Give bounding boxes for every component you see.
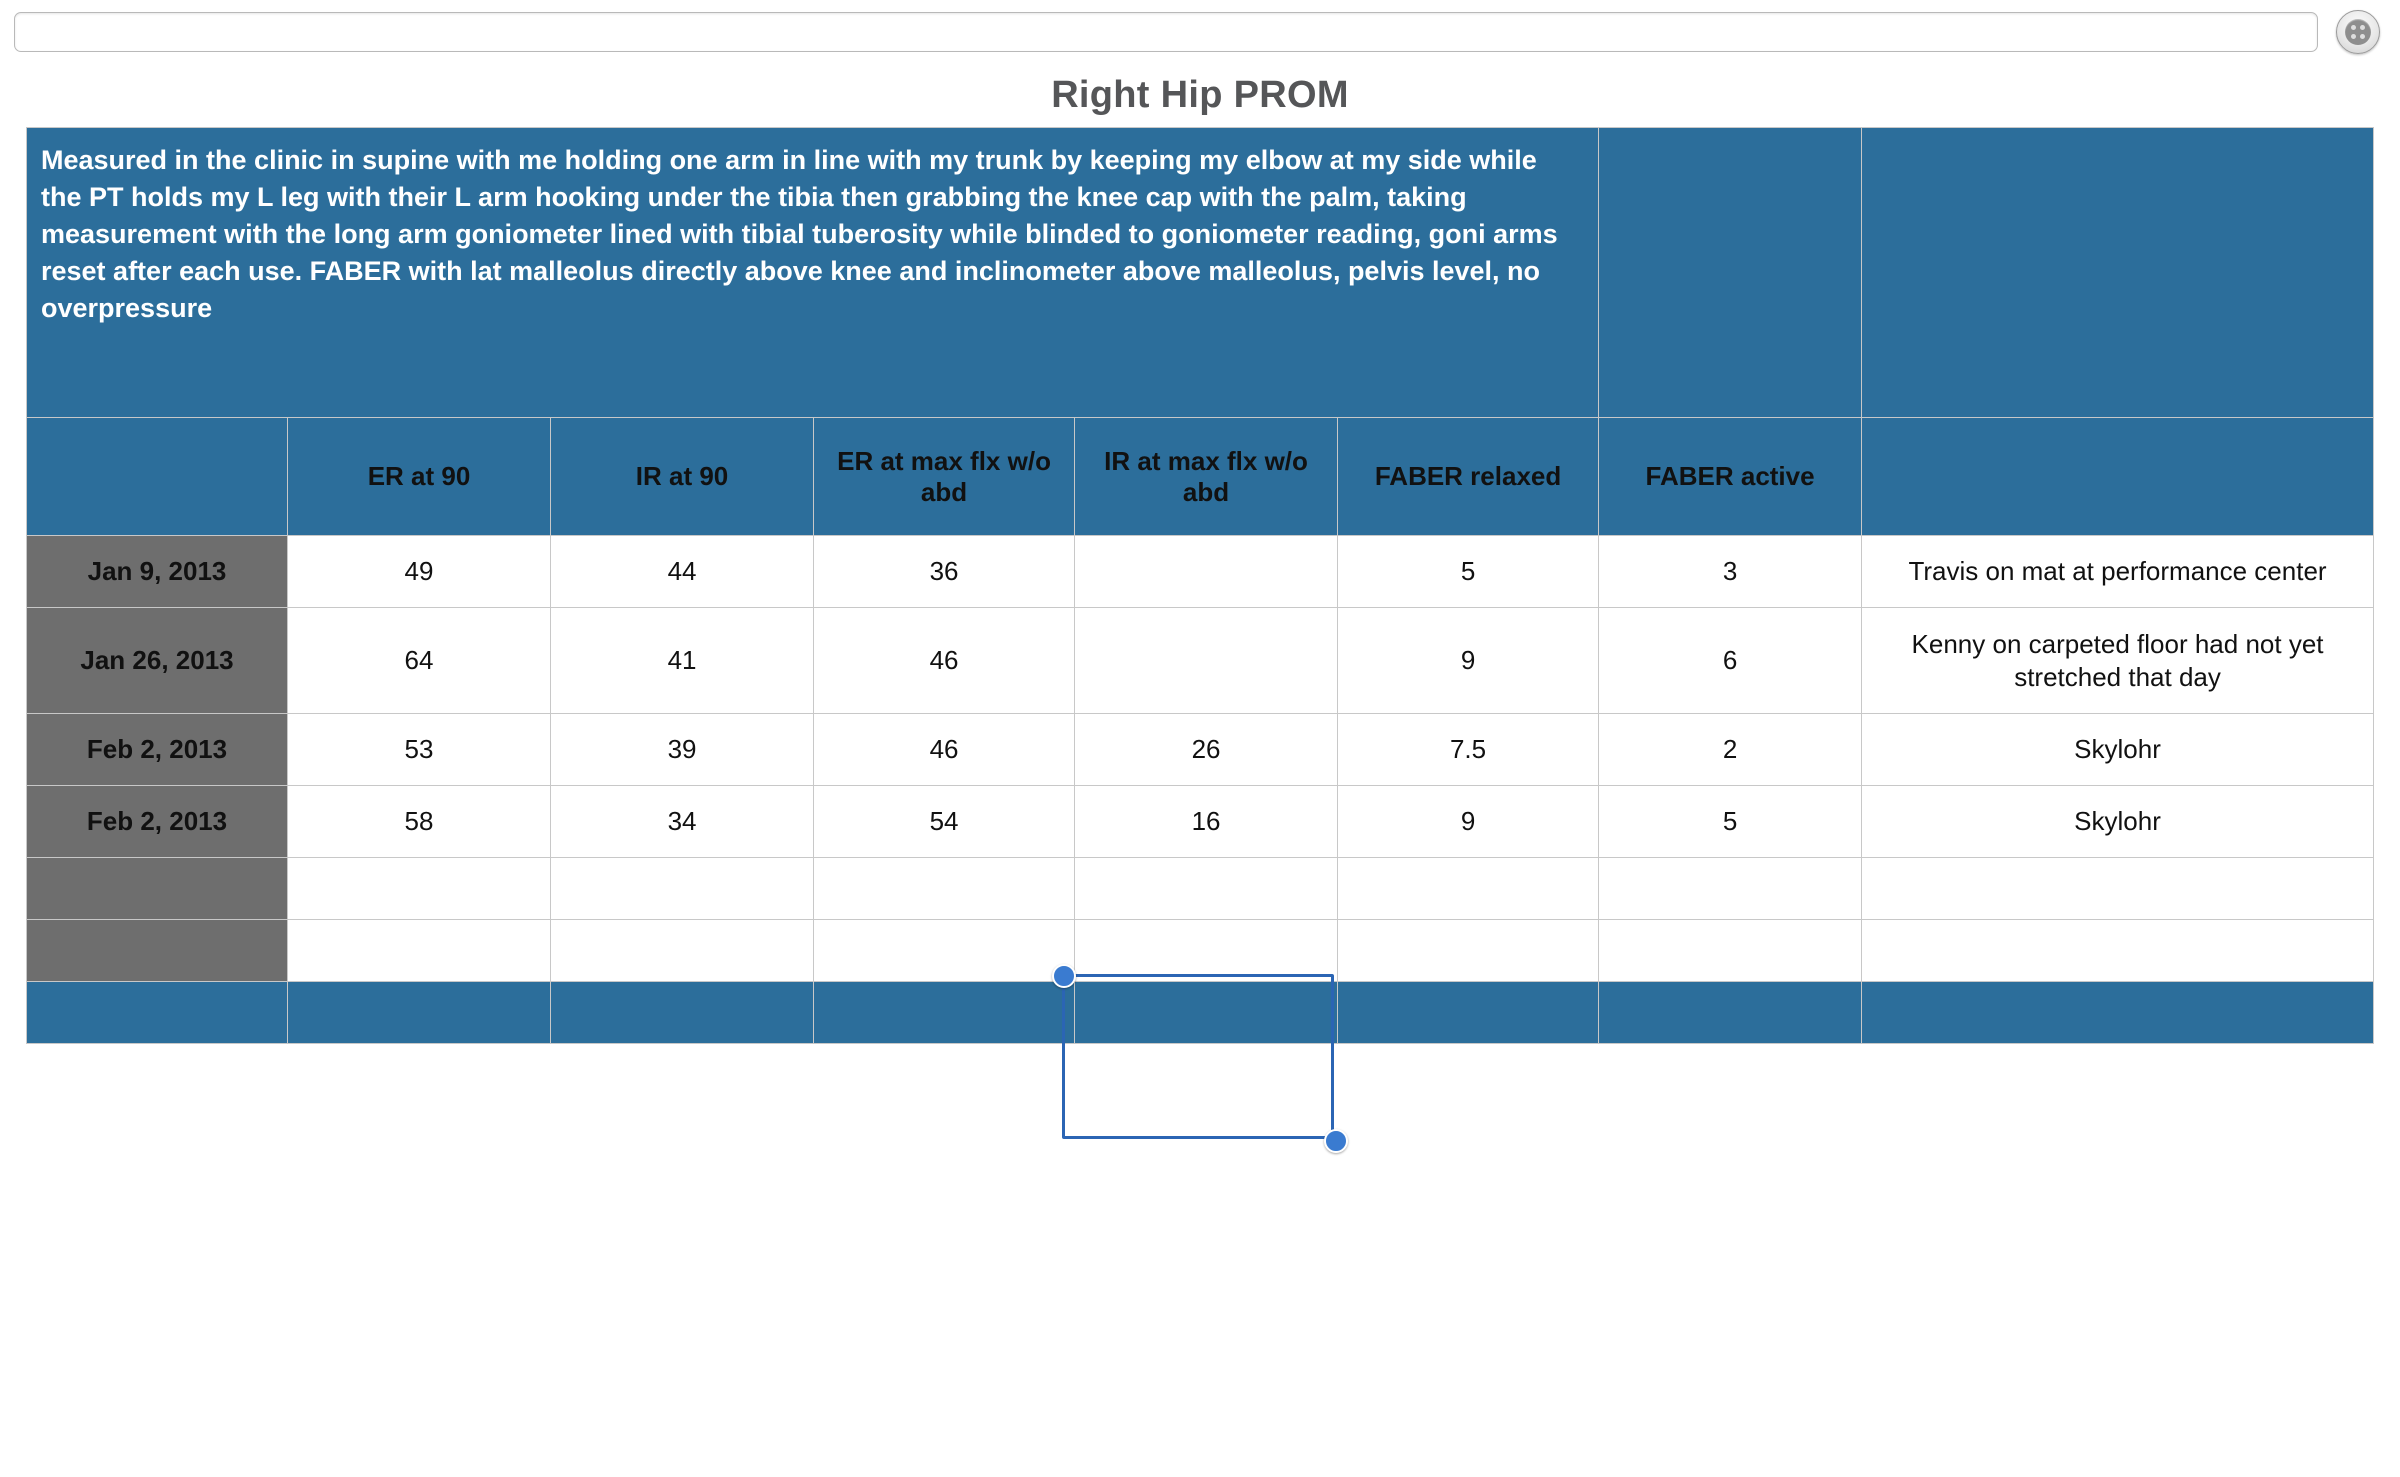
page-title: Right Hip PROM — [1051, 74, 1349, 116]
footer-cell[interactable] — [1862, 982, 2374, 1044]
row-header-date[interactable]: Feb 2, 2013 — [27, 714, 288, 786]
table-row — [27, 714, 2374, 786]
footer-cell[interactable] — [288, 982, 551, 1044]
footer-cell[interactable] — [814, 982, 1075, 1044]
table-row — [27, 858, 2374, 920]
cell-faber-active[interactable]: 2 — [1599, 714, 1862, 786]
cell-faber-active[interactable]: 6 — [1599, 608, 1862, 714]
row-header-date[interactable]: Jan 9, 2013 — [27, 536, 288, 608]
footer-cell[interactable] — [27, 982, 288, 1044]
selection-handle-bottom-right[interactable] — [1324, 1129, 1348, 1153]
note-row-spacer-2[interactable] — [1862, 128, 2374, 418]
cell-faber-active[interactable] — [1599, 920, 1862, 982]
cell-faber-active[interactable]: 3 — [1599, 536, 1862, 608]
cell-er-max[interactable]: 46 — [814, 714, 1075, 786]
cell-note[interactable]: Skylohr — [1862, 786, 2374, 858]
cell-ir-max[interactable]: 16 — [1075, 786, 1338, 858]
cell-faber-relaxed[interactable]: 5 — [1338, 536, 1599, 608]
measurement-note[interactable]: Measured in the clinic in supine with me holding one arm in line with my trunk by keeping my elbow at my side while the PT holds my L leg with their L arm hooking under the tibia then grabbing the knee cap with the palm, taking measurement with the long arm goniometer lined with tibial tuberosity while blinded to goniometer reading, goni arms reset after each use. FABER with lat malleolus directly above knee and inclinometer above malleolus, pelvis level, no overpressure — [27, 128, 1599, 418]
cell-ir90[interactable] — [551, 858, 814, 920]
cell-er-max[interactable]: 46 — [814, 608, 1075, 714]
column-header-er-at-max-flx[interactable]: ER at max flx w/o abd — [814, 418, 1075, 536]
table-row — [27, 920, 2374, 982]
footer-cell[interactable] — [1075, 982, 1338, 1044]
cell-er-max[interactable]: 54 — [814, 786, 1075, 858]
cell-faber-active[interactable] — [1599, 858, 1862, 920]
cell-note[interactable] — [1862, 920, 2374, 982]
cell-er90[interactable]: 58 — [288, 786, 551, 858]
cell-ir-max[interactable] — [1075, 920, 1338, 982]
cell-ir90[interactable]: 39 — [551, 714, 814, 786]
column-header-ir-at-max-flx[interactable]: IR at max flx w/o abd — [1075, 418, 1338, 536]
cell-faber-relaxed[interactable] — [1338, 858, 1599, 920]
column-header-faber-relaxed[interactable]: FABER relaxed — [1338, 418, 1599, 536]
table-note-row — [27, 128, 2374, 418]
cell-faber-relaxed[interactable]: 9 — [1338, 608, 1599, 714]
cell-note[interactable]: Kenny on carpeted floor had not yet stretched that day — [1862, 608, 2374, 714]
cell-ir90[interactable]: 34 — [551, 786, 814, 858]
column-header-date[interactable] — [27, 418, 288, 536]
cell-ir-max[interactable] — [1075, 858, 1338, 920]
footer-cell[interactable] — [1599, 982, 1862, 1044]
cell-ir-max[interactable] — [1075, 536, 1338, 608]
note-row-spacer-1[interactable] — [1599, 128, 1862, 418]
table-footer-row — [27, 982, 2374, 1044]
cell-er90[interactable]: 53 — [288, 714, 551, 786]
column-header-faber-active[interactable]: FABER active — [1599, 418, 1862, 536]
cell-ir-max[interactable] — [1075, 608, 1338, 714]
functions-button[interactable] — [2336, 10, 2380, 54]
column-header-notes[interactable] — [1862, 418, 2374, 536]
row-header-date[interactable] — [27, 858, 288, 920]
row-header-date[interactable]: Jan 26, 2013 — [27, 608, 288, 714]
table-row — [27, 608, 2374, 714]
formula-input[interactable] — [14, 12, 2318, 52]
table-header-row — [27, 418, 2374, 536]
cell-note[interactable]: Travis on mat at performance center — [1862, 536, 2374, 608]
footer-cell[interactable] — [551, 982, 814, 1044]
data-table — [26, 127, 2374, 1044]
cell-note[interactable]: Skylohr — [1862, 714, 2374, 786]
cell-er90[interactable] — [288, 920, 551, 982]
cell-er-max[interactable] — [814, 920, 1075, 982]
table-row — [27, 786, 2374, 858]
cell-er-max[interactable] — [814, 858, 1075, 920]
selection-handle-top-left[interactable] — [1052, 964, 1076, 988]
column-header-er-at-90[interactable]: ER at 90 — [288, 418, 551, 536]
cell-er-max[interactable]: 36 — [814, 536, 1075, 608]
cell-er90[interactable] — [288, 858, 551, 920]
cell-er90[interactable]: 49 — [288, 536, 551, 608]
cell-faber-relaxed[interactable]: 9 — [1338, 786, 1599, 858]
functions-icon — [2345, 19, 2371, 45]
row-header-date[interactable] — [27, 920, 288, 982]
cell-note[interactable] — [1862, 858, 2374, 920]
row-header-date[interactable]: Feb 2, 2013 — [27, 786, 288, 858]
cell-ir90[interactable] — [551, 920, 814, 982]
table-row — [27, 536, 2374, 608]
cell-faber-relaxed[interactable] — [1338, 920, 1599, 982]
cell-faber-active[interactable]: 5 — [1599, 786, 1862, 858]
toolbar — [0, 0, 2400, 62]
cell-faber-relaxed[interactable]: 7.5 — [1338, 714, 1599, 786]
cell-ir-max[interactable]: 26 — [1075, 714, 1338, 786]
cell-ir90[interactable]: 41 — [551, 608, 814, 714]
cell-er90[interactable]: 64 — [288, 608, 551, 714]
column-header-ir-at-90[interactable]: IR at 90 — [551, 418, 814, 536]
footer-cell[interactable] — [1338, 982, 1599, 1044]
cell-ir90[interactable]: 44 — [551, 536, 814, 608]
spreadsheet-area — [26, 127, 2374, 1044]
